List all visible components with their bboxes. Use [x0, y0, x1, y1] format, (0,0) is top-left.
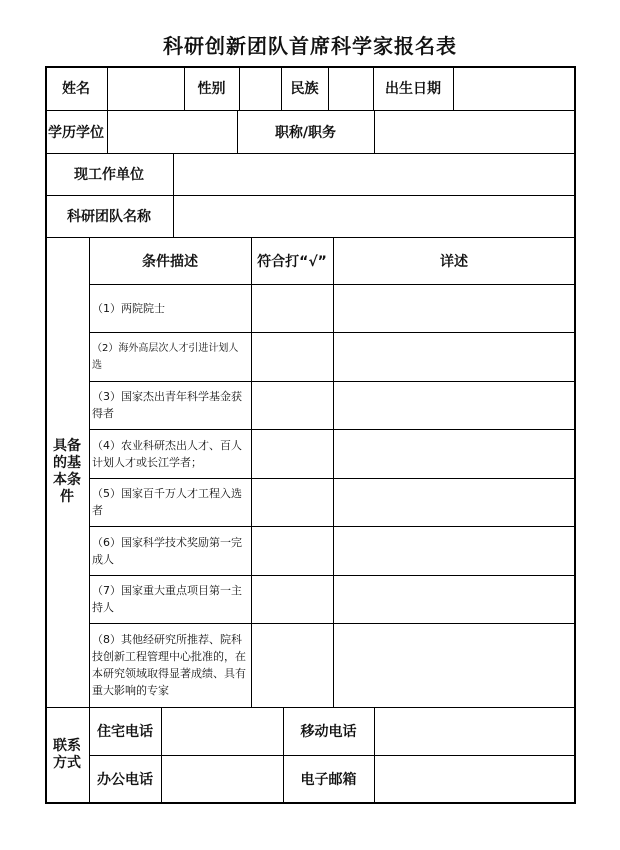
detail-cell-3[interactable] [333, 381, 575, 429]
row-divider [45, 195, 576, 196]
office-phone-field[interactable] [161, 755, 283, 803]
condition-4: （4）农业科研杰出人才、百人计划人才或长江学者； [92, 438, 242, 469]
team-name-field[interactable] [173, 195, 575, 237]
check-column-header: 符合打“√” [257, 253, 327, 270]
home-phone-label: 住宅电话 [97, 724, 153, 740]
table-border-top [45, 66, 576, 68]
table-border-left [45, 66, 47, 804]
detail-cell-8[interactable] [333, 623, 575, 707]
workplace-label: 现工作单位 [74, 167, 144, 183]
basic-conditions-label: 具备的基本条件 [53, 438, 81, 505]
row-divider [89, 755, 576, 756]
detail-cell-6[interactable] [333, 526, 575, 575]
condition-5: （5）国家百千万人才工程入选者 [92, 487, 242, 517]
gender-label: 性别 [197, 81, 226, 97]
degree-field[interactable] [107, 110, 237, 153]
detail-cell-2[interactable] [333, 332, 575, 381]
detail-cell-4[interactable] [333, 429, 575, 478]
column-divider [107, 66, 108, 153]
degree-label: 学历学位 [48, 124, 104, 141]
detail-cell-5[interactable] [333, 478, 575, 526]
workplace-field[interactable] [173, 153, 575, 195]
detail-column-header: 详述 [440, 253, 468, 270]
birthdate-field[interactable] [453, 66, 575, 110]
condition-1: （1）两院院士 [92, 301, 165, 315]
mobile-label: 移动电话 [300, 724, 357, 740]
column-divider [184, 66, 185, 110]
check-cell-8[interactable] [251, 623, 333, 707]
check-cell-3[interactable] [251, 381, 333, 429]
column-divider [333, 237, 334, 707]
column-divider [161, 707, 162, 803]
gender-field[interactable] [239, 66, 281, 110]
column-divider [374, 110, 375, 153]
column-divider [453, 66, 454, 110]
home-phone-field[interactable] [161, 707, 283, 755]
condition-6: （6）国家科学技术奖励第一完成人 [92, 535, 242, 566]
office-phone-label: 办公电话 [97, 772, 153, 788]
condition-3: （3）国家杰出青年科学基金获得者 [92, 390, 242, 420]
check-cell-1[interactable] [251, 284, 333, 332]
job-title-field[interactable] [374, 110, 575, 153]
column-divider [173, 153, 174, 237]
check-cell-6[interactable] [251, 526, 333, 575]
check-cell-4[interactable] [251, 429, 333, 478]
form-title: 科研创新团队首席科学家报名表 [163, 34, 457, 58]
mobile-field[interactable] [374, 707, 575, 755]
column-divider [251, 237, 252, 707]
ethnicity-field[interactable] [328, 66, 373, 110]
condition-2: （2）海外高层次人才引进计划人选 [92, 342, 239, 371]
email-field[interactable] [374, 755, 575, 803]
condition-7: （7）国家重大重点项目第一主持人 [92, 584, 242, 614]
column-divider [281, 66, 282, 110]
table-border-right [574, 66, 576, 804]
check-cell-2[interactable] [251, 332, 333, 381]
birthdate-label: 出生日期 [385, 81, 441, 97]
team-name-label: 科研团队名称 [67, 209, 151, 225]
name-label: 姓名 [62, 81, 90, 97]
column-divider [237, 110, 238, 153]
job-title-label: 职称/职务 [274, 124, 337, 141]
check-cell-5[interactable] [251, 478, 333, 526]
column-divider [328, 66, 329, 110]
row-divider [45, 153, 576, 154]
email-label: 电子邮箱 [300, 772, 357, 788]
detail-cell-1[interactable] [333, 284, 575, 332]
column-divider [89, 237, 90, 803]
row-divider [45, 110, 576, 111]
column-divider [283, 707, 284, 803]
row-divider [45, 237, 576, 238]
condition-8: （8）其他经研究所推荐、院科技创新工程管理中心批准的，在本研究领域取得显著成绩、具有重大影响的专家 [92, 633, 246, 697]
column-divider [239, 66, 240, 110]
column-divider [374, 707, 375, 803]
ethnicity-label: 民族 [290, 81, 319, 97]
table-border-bottom [45, 802, 576, 804]
check-cell-7[interactable] [251, 575, 333, 623]
contact-label: 联系方式 [53, 738, 81, 771]
row-divider [45, 707, 576, 708]
column-divider [373, 66, 374, 110]
condition-column-header: 条件描述 [142, 253, 198, 270]
detail-cell-7[interactable] [333, 575, 575, 623]
